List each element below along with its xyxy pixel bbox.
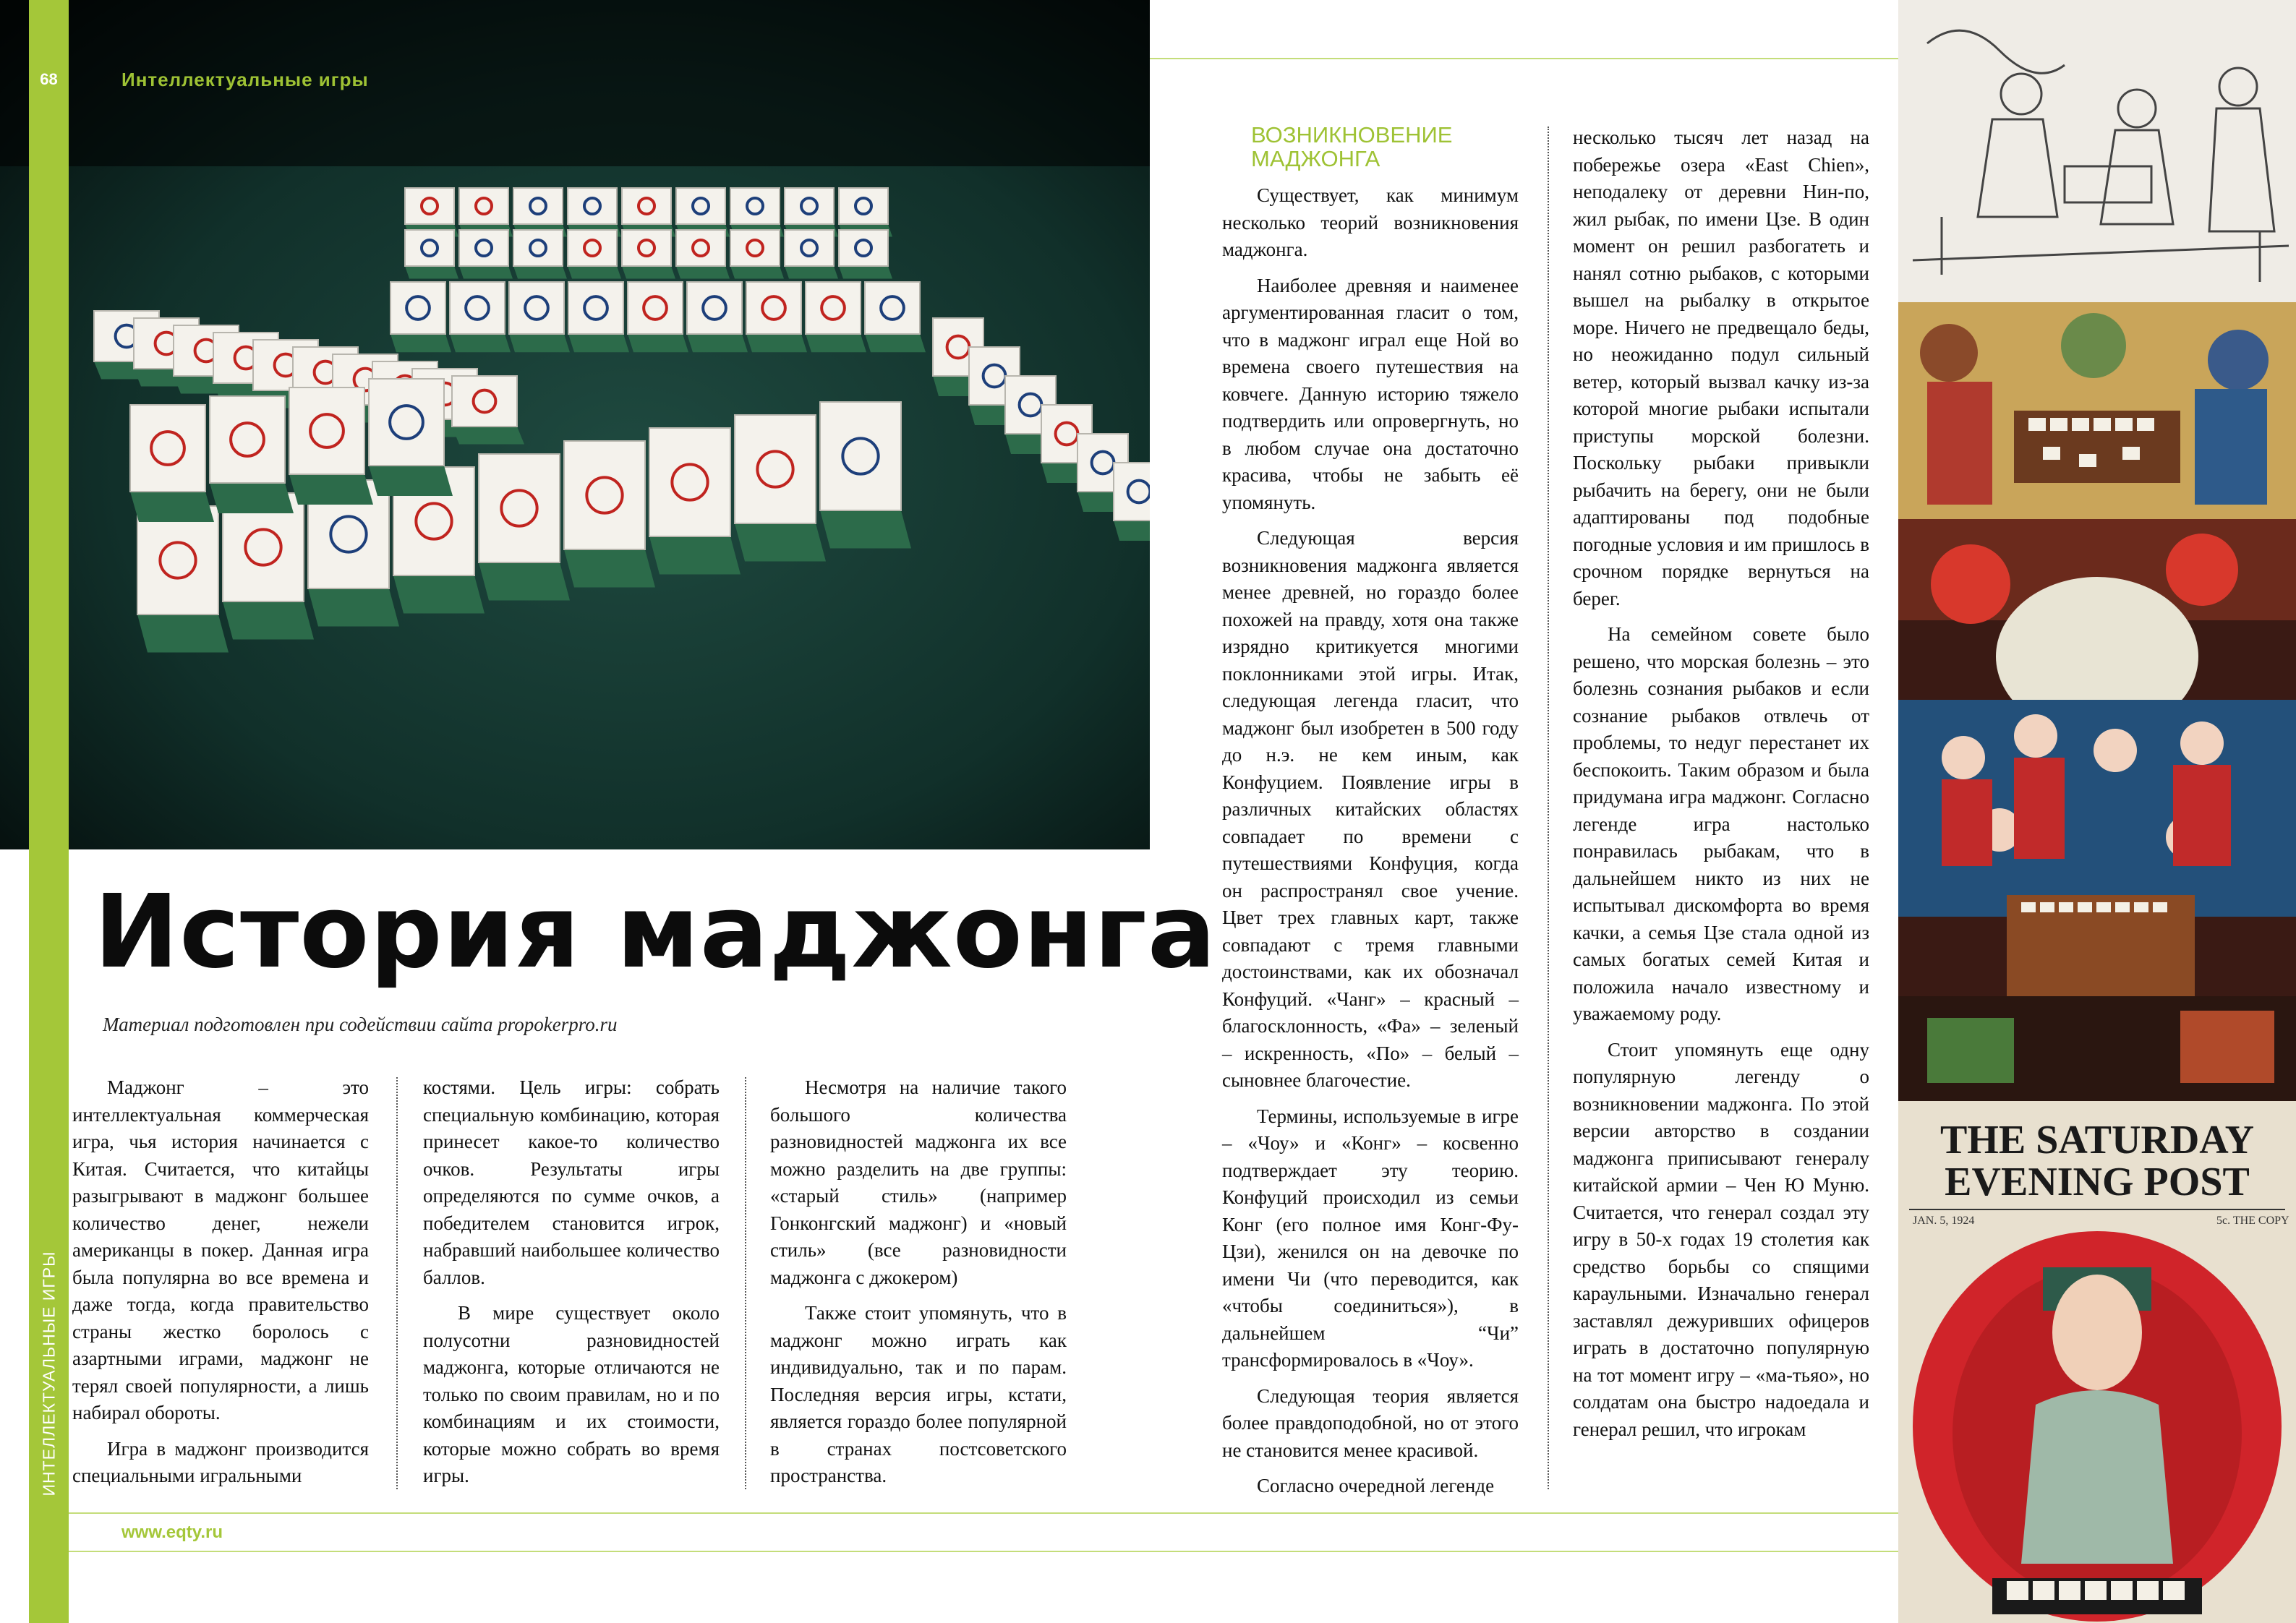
paragraph: Несмотря на наличие такого большого количества разновидностей маджонга их все можно разделить на две группы: «старый стиль» (например Гонконгский маджонг) и «новый стиль» (все разновидности маджонга с джокером) xyxy=(770,1076,1067,1288)
mahjong-tile xyxy=(785,230,838,279)
cover-title-line-1: THE SATURDAY xyxy=(1939,1118,2255,1162)
footer-rule-lower xyxy=(69,1551,1898,1552)
column-divider xyxy=(745,1077,746,1489)
paragraph: В мире существует около полусотни разновидностей маджонга, которые отличаются не только по своим правилам, но и по комбинациям и их стоимости, которые можно собрать во время игры. xyxy=(423,1302,720,1486)
mahjong-tile xyxy=(369,379,453,496)
mahjong-tile xyxy=(289,387,373,505)
column-divider xyxy=(396,1077,398,1489)
mahjong-tile xyxy=(839,230,892,279)
chinese-poster-image xyxy=(1898,519,2296,1101)
mahjong-tile xyxy=(746,282,807,352)
mahjong-tile xyxy=(806,282,866,352)
mahjong-tile xyxy=(450,282,511,352)
mahjong-tile xyxy=(865,282,926,352)
mahjong-tile xyxy=(137,506,229,653)
paragraph: На семейном совете было решено, что морская болезнь – это болезнь сознания рыбаков и если сознание рыбаков отвлечь от проблемы, то недуг перестанет их беспокоить. Таким образом и была придумана игра маджонг. Согласно легенде игра настолько понравилась рыбакам, что в дальнейшем никто из них не испытывал дискомфорта во время качки, а семья Цзе стала одной из самых богатых семей Китая и положила начало известному и уважаемому роду. xyxy=(1573,623,1869,1024)
mahjong-tile xyxy=(676,230,730,279)
mahjong-tile xyxy=(687,282,748,352)
mahjong-tile xyxy=(452,376,524,445)
mahjong-tile xyxy=(730,230,784,279)
paragraph: Игра в маджонг производится специальными игральными xyxy=(72,1437,369,1486)
footer-url-link[interactable]: www.eqty.ru xyxy=(121,1523,223,1542)
paragraph: Следующая версия возникновения маджонга является менее древней, но гораздо более похожей на правду, хотя она также изрядно критикуется многими поклонниками этой игры. Итак, следующая легенда гласит, что маджонг был изобретен в 500 году до н.э. не кем иным, как Конфуцием. Появление игры в различных китайских областях совпадает по времени с путешествиями Конфуция, когда он распространял свое учение. Цвет трех главных карт, также совпадают с тремя главными достоинствами, как их обозначал Конфуций. «Чанг» – красный – благосклонность, «Фа» – зеленый – искренность, «По» – белый – сыновнее благочестие. xyxy=(1222,527,1519,1091)
cover-title-line-2: EVENING POST xyxy=(1945,1160,2250,1204)
paragraph: Существует, как минимум несколько теорий возникновения маджонга. xyxy=(1222,184,1519,260)
paragraph: Наиболее древняя и наименее аргументированная гласит о том, что в маджонг играл еще Ной во времена своего путешествия на ковчеге. Данную историю тяжело подтвердить или опровергнуть, но в любом случае она достаточно красива, чтобы не забыть её упомянуть. xyxy=(1222,274,1519,513)
mahjong-tile xyxy=(130,405,214,522)
text-column-3 xyxy=(770,1074,1067,1490)
page-number: 68 xyxy=(40,70,58,88)
text-column-5 xyxy=(1573,124,1869,1443)
paragraph: Стоит упомянуть еще одну популярную легенду о возникновении маджонга. По этой версии авторство в создании маджонга приписывают генералу китайской армии – Чен Ю Муню. Считается, что генерал создал эту игру в 50-х годах 19 столетия как средство борьбы со спящими караульными. Изначально генерал заставлял дежуривших офицеров играть в достаточно популярную на тот момент игру – «ма-тьяо», но солдатам она быстро надоедала и генерал решил, что игрокам xyxy=(1573,1038,1869,1440)
top-rule xyxy=(1150,58,1898,59)
mahjong-tile xyxy=(735,415,826,562)
hero-photo-mahjong-tiles xyxy=(0,0,1150,849)
column-divider xyxy=(1548,127,1549,1489)
mahjong-tile xyxy=(223,493,314,640)
mahjong-tile xyxy=(509,282,570,352)
mahjong-tile xyxy=(568,230,621,279)
colorful-painting-image xyxy=(1898,302,2296,519)
text-column-4 xyxy=(1222,182,1519,1500)
cover-price: 5c. THE COPY xyxy=(2216,1215,2289,1227)
text-column-1 xyxy=(72,1074,369,1490)
mahjong-tile xyxy=(479,454,570,601)
footer-rule-upper xyxy=(69,1512,1898,1514)
mahjong-tile xyxy=(649,428,741,575)
mahjong-tile xyxy=(622,230,675,279)
paragraph: костями. Цель игры: собрать специальную комбинацию, которая принесет какое-то количество очков. Результаты игры определяются по сумме очков, а победителем становится игрок, набравший наибольшее количество баллов. xyxy=(423,1076,720,1288)
mahjong-tile xyxy=(820,402,911,549)
paragraph: Также стоит упомянуть, что в маджонг можно играть как индивидуально, так и по парам. Последняя версия игры, кстати, является гораздо более популярной в странах постсоветского пространства. xyxy=(770,1302,1067,1486)
section-heading: ВОЗНИКНОВЕНИЕ МАДЖОНГА xyxy=(1251,122,1453,171)
mahjong-tile xyxy=(459,230,513,279)
mahjong-tile xyxy=(568,282,629,352)
section-header: Интеллектуальные игры xyxy=(121,69,369,90)
mahjong-tile xyxy=(210,396,294,513)
paragraph: несколько тысяч лет назад на побережье озера «East Chien», неподалеку от деревни Нин-по, жил рыбак, по имени Цзе. В один момент он решил разбогатеть и нанял сотню рыбаков, с которыми вышел на рыбалку в открытое море. Ничего не предвещало беды, но неожиданно подул сильный ветер, который вызвал качку из-за которой многие рыбаки испытали приступы морской болезни. Поскольку рыбаки привыкли рыбачить на берегу, они не были адаптированы под подобные погодные условия и им пришлось в срочном порядке вернуться на берег. xyxy=(1573,127,1869,609)
mahjong-tile xyxy=(628,282,688,352)
mahjong-tile xyxy=(1114,463,1150,541)
paragraph: Согласно очередной легенде xyxy=(1257,1475,1495,1496)
mahjong-tile xyxy=(513,230,567,279)
article-title: История маджонга xyxy=(94,873,1217,991)
paragraph: Термины, используемые в игре – «Чоу» и «Конг» – косвенно подтверждает эту теорию. Конфуций происходил из семьи Конг (его полное имя Конг-Фу-Цзи), женился он на девочке по имени Чи (что переводится, как «чтобы соединиться»), в дальнейшем “Чи” трансформировалось в «Чоу». xyxy=(1222,1105,1519,1371)
mahjong-tile xyxy=(564,441,655,588)
article-credit: Материал подготовлен при содействии сайта propokerpro.ru xyxy=(103,1014,618,1035)
mahjong-tile xyxy=(405,230,458,279)
mahjong-tile xyxy=(391,282,451,352)
saturday-evening-post-cover xyxy=(1898,1101,2296,1623)
side-section-label xyxy=(38,1204,61,1543)
side-section-label-text: ИНТЕЛЛЕКТУАЛЬНЫЕ ИГРЫ xyxy=(39,1251,59,1496)
paragraph: Маджонг – это интеллектуальная коммерческая игра, чья история начинается с Китая. Считается, что китайцы разыгрывают в маджонг большее количество денег, нежели американцы в покер. Данная игра была популярна во все времена и даже тогда, когда правительство страны жестко боролось с азартными играми, маджонг не терял своей популярности, а лишь набирал обороты. xyxy=(72,1076,369,1423)
paragraph: Следующая теория является более правдоподобной, но от этого не становится менее красивой. xyxy=(1222,1384,1519,1461)
ink-sketch-image xyxy=(1898,0,2296,302)
text-column-2 xyxy=(423,1074,720,1490)
cover-date: JAN. 5, 1924 xyxy=(1913,1215,1975,1227)
